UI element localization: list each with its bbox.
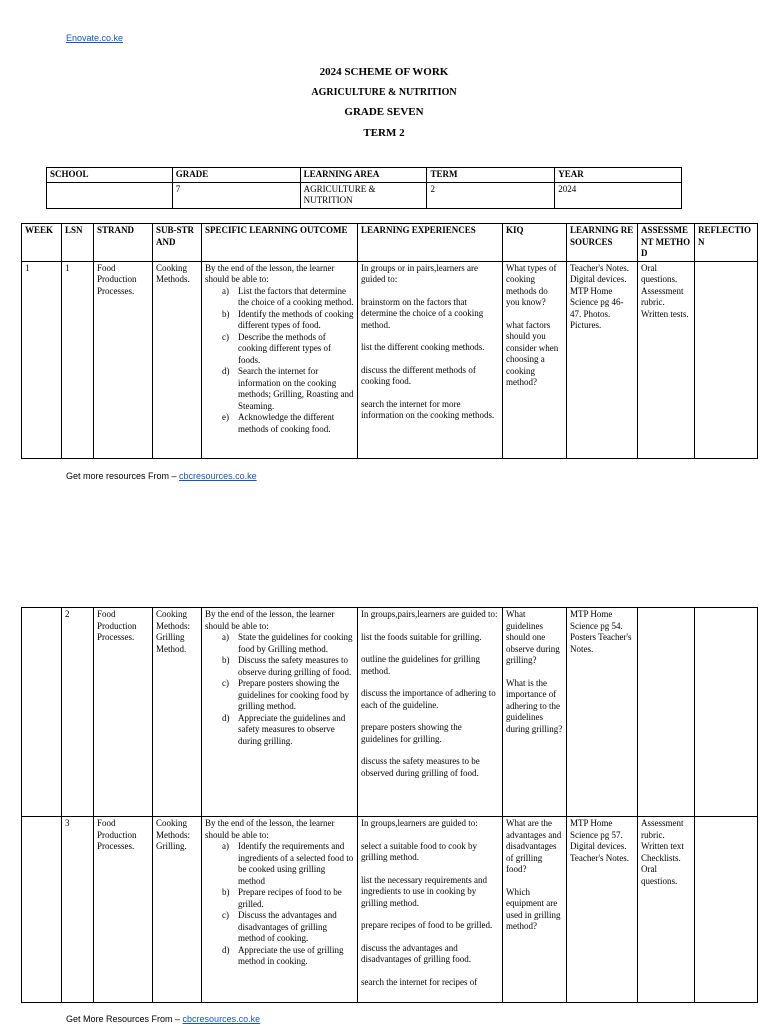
row-outcome bbox=[202, 817, 358, 1003]
info-header-school: SCHOOL bbox=[47, 168, 173, 183]
header-sub-strand: SUB-STRAND bbox=[153, 224, 202, 262]
row-assessment: Oral questions. Assessment rubric. Written tests. bbox=[638, 261, 695, 458]
row-strand: Food Production Processes. bbox=[94, 608, 153, 817]
outcome-mark: a) bbox=[222, 841, 229, 851]
outcome-text: Appreciate the use of grilling method in cooking. bbox=[238, 944, 344, 966]
outcome-text: Prepare posters showing the guidelines for cooking food by grilling method. bbox=[238, 678, 349, 711]
outcome-mark: b) bbox=[222, 887, 230, 897]
row-reflection bbox=[695, 608, 758, 817]
table-row bbox=[22, 608, 758, 817]
row-sub-strand: Cooking Methods: Grilling Method. bbox=[153, 608, 202, 817]
outcome-item bbox=[222, 944, 354, 968]
row-week bbox=[22, 608, 62, 817]
footer-resources bbox=[66, 471, 257, 481]
header-outcome: SPECIFIC LEARNING OUTCOME bbox=[202, 224, 358, 262]
outcome-mark: d) bbox=[222, 944, 230, 955]
experience-text: In groups,pairs,learners are guided to: bbox=[361, 609, 498, 619]
header-strand: STRAND bbox=[94, 224, 153, 262]
experience-text: list the necessary requirements and ingredients to use in cooking by grilling method. bbox=[361, 874, 487, 908]
outcome-item bbox=[222, 308, 354, 332]
info-table bbox=[46, 167, 682, 209]
header-reflection: REFLECTION bbox=[695, 224, 758, 262]
info-header-year: YEAR bbox=[555, 168, 682, 183]
info-value-grade: 7 bbox=[172, 182, 300, 208]
grade-title: GRADE SEVEN bbox=[344, 106, 424, 118]
experience-text: outline the guidelines for grilling method. bbox=[361, 654, 480, 676]
header-week: WEEK bbox=[22, 224, 62, 262]
outcome-text: Discuss the advantages and disadvantages of grilling method of cooking. bbox=[238, 910, 337, 943]
info-value-learning-area: AGRICULTURE & NUTRITION bbox=[300, 182, 427, 208]
info-header-grade: GRADE bbox=[172, 168, 300, 183]
row-kiq bbox=[503, 261, 567, 458]
outcome-intro: By the end of the lesson, the learner should be able to: bbox=[205, 818, 335, 840]
row-resources: Teacher's Notes. Digital devices. MTP Home Science pg 46-47. Photos. Pictures. bbox=[567, 261, 638, 458]
outcome-text: Identify the methods of cooking different types of food. bbox=[238, 308, 354, 330]
outcome-mark: d) bbox=[222, 712, 230, 723]
row-kiq bbox=[503, 608, 567, 817]
header-resources: LEARNING RESOURCES bbox=[567, 224, 638, 262]
outcome-item bbox=[222, 887, 354, 910]
row-experiences bbox=[358, 608, 503, 817]
outcome-mark: a) bbox=[222, 285, 229, 296]
kiq-text: What is the importance of adhering to the guidelines during grilling? bbox=[506, 677, 563, 734]
outcome-mark: c) bbox=[222, 331, 229, 342]
experience-text: brainstorm on the factors that determine the choice of a cooking method. bbox=[361, 296, 484, 330]
outcome-item bbox=[222, 632, 354, 655]
outcome-text: Discuss the safety measures to observe during grilling of food. bbox=[238, 655, 352, 677]
row-resources: MTP Home Science pg 54. Posters Teacher's Notes. bbox=[567, 608, 638, 817]
row-assessment bbox=[638, 608, 695, 817]
table-row bbox=[22, 261, 758, 458]
row-experiences bbox=[358, 817, 503, 1003]
header-assessment: ASSESSMENT METHOD bbox=[638, 224, 695, 262]
outcome-item bbox=[222, 678, 354, 713]
row-experiences bbox=[358, 261, 503, 458]
experience-text: In groups,learners are guided to: bbox=[361, 818, 478, 828]
info-value-school bbox=[47, 182, 173, 208]
row-strand: Food Production Processes. bbox=[94, 261, 153, 458]
kiq-text: What are the advantages and disadvantages of grilling food? bbox=[506, 818, 562, 874]
footer-resources-bottom bbox=[66, 1014, 260, 1024]
experience-text: discuss the importance of adhering to each of the guideline. bbox=[361, 688, 496, 710]
experience-text: list the different cooking methods. bbox=[361, 342, 485, 352]
outcome-intro: By the end of the lesson, the learner should be able to: bbox=[205, 609, 335, 631]
row-resources: MTP Home Science pg 57. Digital devices. Teacher's Notes. bbox=[567, 817, 638, 1003]
outcome-list bbox=[205, 841, 354, 968]
outcome-text: Describe the methods of cooking different types of foods. bbox=[238, 331, 332, 365]
term-title: TERM 2 bbox=[363, 127, 405, 139]
experience-text: select a suitable food to cook by grilling method. bbox=[361, 840, 477, 862]
row-outcome bbox=[202, 608, 358, 817]
header-lsn: LSN bbox=[62, 224, 94, 262]
scheme-table-continued bbox=[21, 607, 758, 1003]
experience-text: In groups or in pairs,learners are guided to: bbox=[361, 262, 478, 284]
row-reflection bbox=[695, 261, 758, 458]
row-strand: Food Production Processes. bbox=[94, 817, 153, 1003]
outcome-intro: By the end of the lesson, the learner should be able to: bbox=[205, 262, 335, 284]
outcome-text: List the factors that determine the choice of a cooking method. bbox=[238, 285, 354, 307]
row-assessment: Assessment rubric. Written text Checklists. Oral questions. bbox=[638, 817, 695, 1003]
outcome-list bbox=[205, 286, 354, 436]
row-lsn: 2 bbox=[62, 608, 94, 817]
row-week bbox=[22, 817, 62, 1003]
footer-text: Get more resources From – bbox=[66, 471, 180, 481]
info-value-year: 2024 bbox=[555, 182, 682, 208]
header-kiq: KIQ bbox=[503, 224, 567, 262]
outcome-text: Prepare recipes of food to be grilled. bbox=[238, 887, 342, 909]
row-sub-strand: Cooking Methods. bbox=[153, 261, 202, 458]
subject-title: AGRICULTURE & NUTRITION bbox=[311, 87, 457, 98]
experience-text: search the internet for more information on the cooking methods. bbox=[361, 398, 495, 420]
outcome-mark: d) bbox=[222, 366, 230, 376]
row-reflection bbox=[695, 817, 758, 1003]
kiq-text: What guidelines should one observe during grilling? bbox=[506, 609, 560, 665]
row-kiq bbox=[503, 817, 567, 1003]
table-row bbox=[22, 817, 758, 1003]
kiq-text: Which equipment are used in grilling method? bbox=[506, 886, 561, 931]
outcome-item bbox=[222, 712, 354, 748]
experience-text: prepare posters showing the guidelines for grilling. bbox=[361, 722, 462, 744]
kiq-text: What types of cooking methods do you know? bbox=[506, 262, 557, 307]
site-link[interactable]: Enovate.co.ke bbox=[66, 33, 124, 43]
outcome-mark: b) bbox=[222, 308, 230, 319]
document-title: 2024 SCHEME OF WORK bbox=[319, 66, 449, 78]
outcome-item bbox=[222, 412, 354, 435]
experience-text: discuss the safety measures to be observed during grilling of food. bbox=[361, 756, 480, 778]
header-experiences: LEARNING EXPERIENCES bbox=[358, 224, 503, 262]
outcome-item bbox=[222, 910, 354, 945]
footer-link[interactable]: cbcresources.co.ke bbox=[182, 1014, 261, 1024]
outcome-item bbox=[222, 285, 354, 309]
info-header-term: TERM bbox=[427, 168, 555, 183]
row-lsn: 1 bbox=[62, 261, 94, 458]
outcome-text: Appreciate the guidelines and safety measures to observe during grilling. bbox=[238, 712, 346, 746]
experience-text: search the internet for recipes of bbox=[361, 976, 478, 987]
outcome-item bbox=[222, 841, 354, 887]
row-lsn: 3 bbox=[62, 817, 94, 1003]
outcome-mark: a) bbox=[222, 632, 229, 642]
footer-text: Get More Resources From – bbox=[66, 1014, 183, 1024]
experience-text: discuss the advantages and disadvantages of grilling food. bbox=[361, 942, 471, 964]
row-outcome bbox=[202, 261, 358, 458]
info-value-term: 2 bbox=[427, 182, 555, 208]
outcome-text: Search the internet for information on the cooking methods; Grilling, Roasting and Steaming. bbox=[238, 366, 354, 411]
row-sub-strand: Cooking Methods: Grilling. bbox=[153, 817, 202, 1003]
outcome-mark: b) bbox=[222, 655, 230, 665]
outcome-list bbox=[205, 632, 354, 747]
outcome-item bbox=[222, 655, 354, 678]
outcome-item bbox=[222, 366, 354, 412]
outcome-item bbox=[222, 331, 354, 367]
outcome-mark: c) bbox=[222, 910, 229, 920]
outcome-text: Identify the requirements and ingredients of a selected food to be cooked using grilling method bbox=[238, 841, 354, 886]
outcome-mark: e) bbox=[222, 412, 229, 422]
experience-text: discuss the different methods of cooking food. bbox=[361, 364, 476, 386]
outcome-text: Acknowledge the different methods of cooking food. bbox=[238, 412, 335, 434]
footer-link[interactable]: cbcresources.co.ke bbox=[179, 471, 257, 481]
experience-text: prepare recipes of food to be grilled. bbox=[361, 920, 493, 930]
info-header-learning-area: LEARNING AREA bbox=[300, 168, 427, 183]
outcome-text: State the guidelines for cooking food by Grilling method. bbox=[238, 632, 353, 654]
kiq-text: what factors should you consider when choosing a cooking method? bbox=[506, 319, 559, 387]
experience-text: list the foods suitable for grilling. bbox=[361, 631, 482, 642]
scheme-table bbox=[21, 223, 758, 459]
outcome-mark: c) bbox=[222, 678, 229, 688]
row-week: 1 bbox=[22, 261, 62, 458]
